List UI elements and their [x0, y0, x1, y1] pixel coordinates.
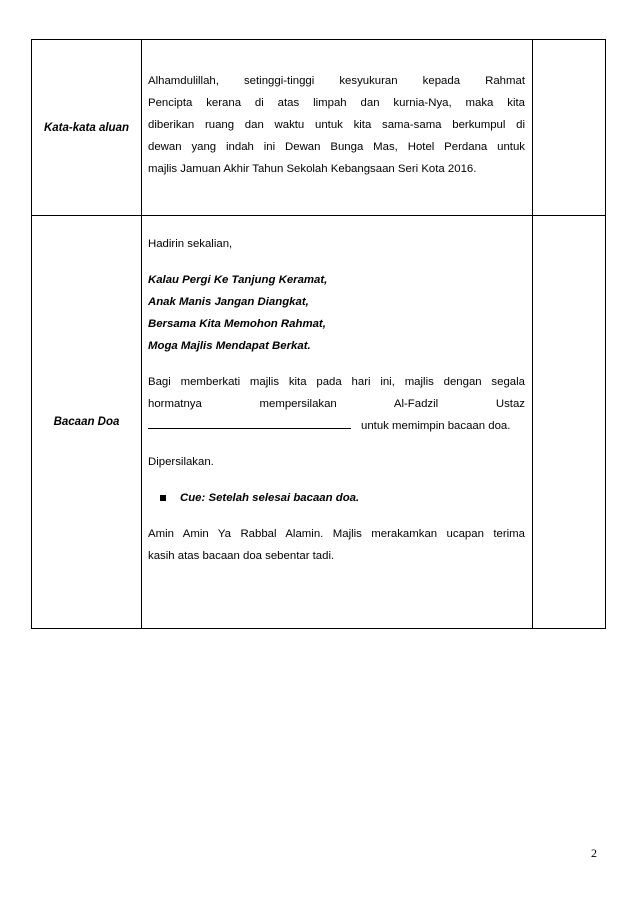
table-row [32, 40, 606, 216]
pantun-line: Anak Manis Jangan Diangkat, [148, 296, 309, 308]
row-label-cell [32, 216, 142, 629]
invite-line: Bagi memberkati majlis kita pada hari ini, majlis dengan segala [148, 376, 525, 388]
invite-line: hormatnya mempersilakan Al-Fadzil Ustaz [148, 398, 525, 410]
page-number: 2 [591, 846, 597, 860]
notes-cell [533, 216, 606, 629]
row-label-cell [32, 40, 142, 216]
content-line: Alhamdulillah, setinggi-tinggi kesyukuran kepada Rahmat [148, 75, 525, 87]
dipersilakan: Dipersilakan. [148, 456, 214, 468]
content-line: majlis Jamuan Akhir Tahun Sekolah Kebangsaan Seri Kota 2016. [148, 163, 477, 175]
cue-item [148, 487, 525, 509]
greeting: Hadirin sekalian, [148, 238, 233, 250]
closing-line: Amin Amin Ya Rabbal Alamin. Majlis merakamkan ucapan terima [148, 528, 525, 540]
invite-tail-line [148, 415, 525, 437]
content-line: dewan yang indah ini Dewan Bunga Mas, Hotel Perdana untuk [148, 141, 525, 153]
table-row [32, 216, 606, 629]
pantun-line: Kalau Pergi Ke Tanjung Keramat, [148, 274, 328, 286]
cue-text: Cue: Setelah selesai bacaan doa. [180, 492, 360, 504]
pantun-line: Moga Majlis Mendapat Berkat. [148, 340, 311, 352]
content-line: diberikan ruang dan waktu untuk kita sama-sama berkumpul di [148, 119, 525, 131]
notes-cell [533, 40, 606, 216]
script-table [31, 39, 606, 629]
row-content-cell [142, 216, 533, 629]
content-line: Pencipta kerana di atas limpah dan kurnia-Nya, maka kita [148, 97, 525, 109]
row-content-cell [142, 40, 533, 216]
row-label: Kata-kata aluan [43, 121, 129, 134]
name-blank [148, 416, 351, 429]
invite-tail: untuk memimpin bacaan doa. [361, 420, 511, 432]
row-label: Bacaan Doa [53, 416, 120, 428]
pantun-line: Bersama Kita Memohon Rahmat, [148, 318, 326, 330]
square-bullet-icon [160, 495, 166, 501]
closing-line: kasih atas bacaan doa sebentar tadi. [148, 550, 335, 562]
